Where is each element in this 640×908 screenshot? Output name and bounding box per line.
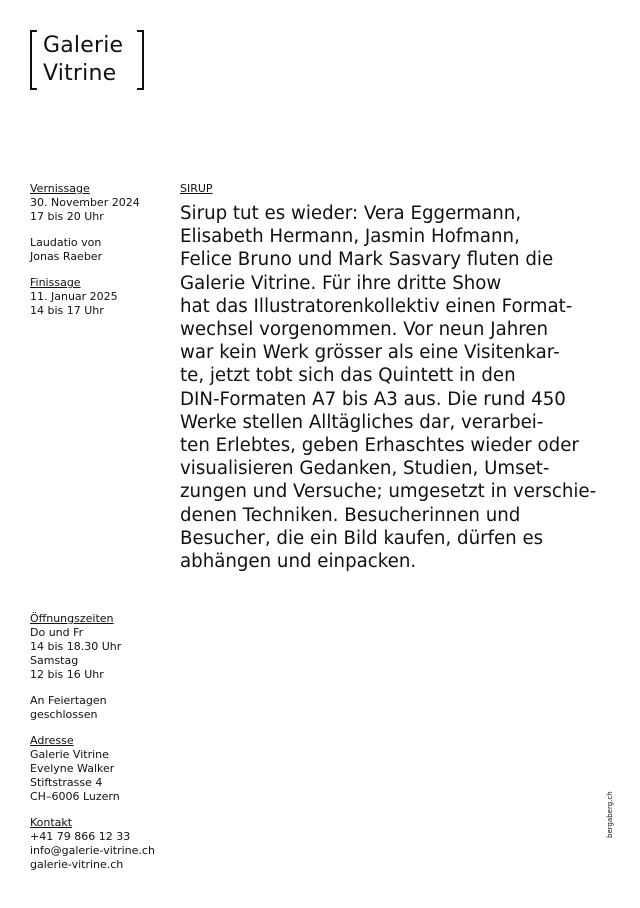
body-line: zungen und Versuche; umgesetzt in verschie- <box>180 481 597 503</box>
holiday-line: An Feiertagen <box>30 694 107 707</box>
body-line: war kein Werk grösser als eine Visitenkar- <box>180 342 560 364</box>
hours-line: 14 bis 18.30 Uhr <box>30 640 122 653</box>
address-line: Galerie Vitrine <box>30 748 109 761</box>
body-line: visualisieren Gedanken, Studien, Umset- <box>180 458 550 480</box>
hours-line: 12 bis 16 Uhr <box>30 668 104 681</box>
laudatio-line-1: Laudatio von <box>30 236 102 249</box>
body-line: abhängen und einpacken. <box>180 551 417 573</box>
address-heading: Adresse <box>30 734 74 747</box>
body-line: DIN-Formaten A7 bis A3 aus. Die rund 450 <box>180 388 566 410</box>
event-info <box>30 182 170 330</box>
body-line: Besucher, die ein Bild kaufen, dürfen es <box>180 527 544 549</box>
logo-line-2: Vitrine <box>43 61 117 86</box>
laudatio-line-2: Jonas Raeber <box>30 250 103 263</box>
address-block <box>30 734 170 804</box>
vernissage-time: 17 bis 20 Uhr <box>30 210 104 223</box>
finissage-heading: Finissage <box>30 276 81 289</box>
logo-text <box>43 32 123 88</box>
body-line: te, jetzt tobt sich das Quintett in den <box>180 365 516 387</box>
body-line: ten Erlebtes, geben Erhaschtes wieder oder <box>180 435 579 457</box>
body-line: denen Techniken. Besucherinnen und <box>180 504 521 526</box>
hours-line: Samstag <box>30 654 79 667</box>
finissage-date: 11. Januar 2025 <box>30 290 118 303</box>
holiday-block <box>30 694 170 722</box>
body-line: Felice Bruno und Mark Sasvary fluten die <box>180 249 554 271</box>
hours-heading: Öffnungszeiten <box>30 612 114 625</box>
hours-line: Do und Fr <box>30 626 84 639</box>
opening-hours-block <box>30 612 170 682</box>
logo-bracket-right <box>137 30 144 90</box>
laudatio-block <box>30 236 170 264</box>
main-text <box>180 182 620 573</box>
finissage-time: 14 bis 17 Uhr <box>30 304 104 317</box>
contact-website[interactable]: galerie-vitrine.ch <box>30 858 124 871</box>
address-line: Evelyne Walker <box>30 762 115 775</box>
vernissage-block <box>30 182 170 224</box>
contact-heading: Kontakt <box>30 816 73 829</box>
designer-credit: bergaberg.ch <box>606 791 614 838</box>
gallery-logo <box>30 30 144 90</box>
contact-phone[interactable]: +41 79 866 12 33 <box>30 830 131 843</box>
address-line: CH–6006 Luzern <box>30 790 120 803</box>
logo-line-1: Galerie <box>43 33 124 58</box>
holiday-line: geschlossen <box>30 708 98 721</box>
vernissage-date: 30. November 2024 <box>30 196 140 209</box>
logo-bracket-left <box>30 30 37 90</box>
contact-email[interactable]: info@galerie-vitrine.ch <box>30 844 155 857</box>
gallery-info <box>30 612 170 884</box>
exhibition-description <box>180 202 620 573</box>
body-line: hat das Illustratorenkollektiv einen Format- <box>180 295 573 317</box>
body-line: Galerie Vitrine. Für ihre dritte Show <box>180 272 502 294</box>
address-line: Stiftstrasse 4 <box>30 776 103 789</box>
body-line: wechsel vorgenommen. Vor neun Jahren <box>180 319 549 341</box>
vernissage-heading: Vernissage <box>30 182 90 195</box>
body-line: Werke stellen Alltägliches dar, verarbei- <box>180 411 544 433</box>
finissage-block <box>30 276 170 318</box>
exhibition-title: SIRUP <box>180 182 213 195</box>
body-line: Elisabeth Hermann, Jasmin Hofmann, <box>180 226 520 248</box>
body-line: Sirup tut es wieder: Vera Eggermann, <box>180 203 522 224</box>
contact-block <box>30 816 170 872</box>
